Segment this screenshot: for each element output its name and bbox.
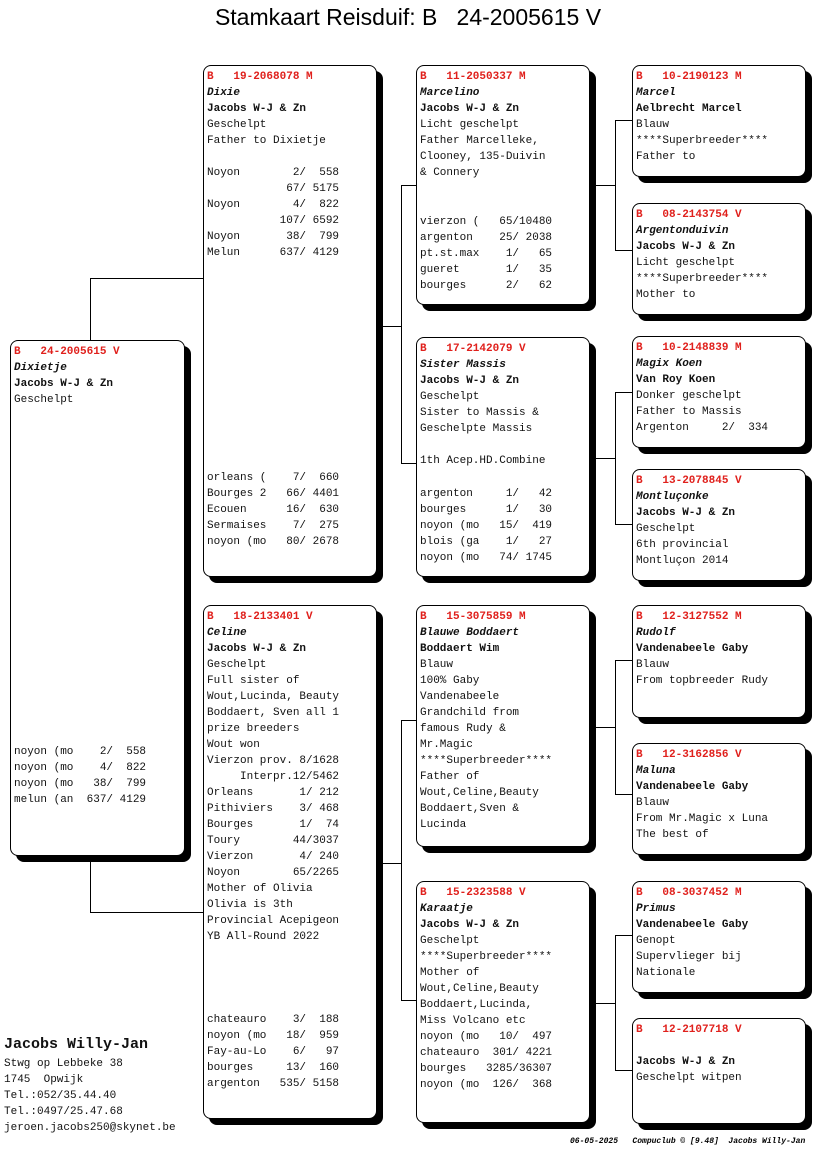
pigeon-owner: Van Roy Koen: [636, 374, 716, 386]
pigeon-owner: Aelbrecht Marcel: [636, 103, 742, 115]
ring-number: B 24-2005615 V: [14, 346, 120, 358]
info-line: Wout,Celine,Beauty: [420, 983, 539, 995]
info-line: chateauro 301/ 4221: [420, 1047, 553, 1059]
ring-number: B 15-2323588 V: [420, 887, 526, 899]
race-results: [207, 1012, 339, 1092]
race-result: noyon (mo 18/ 959: [207, 1030, 340, 1042]
info-line: Sister to Massis &: [420, 407, 539, 419]
info-line: Melun 637/ 4129: [207, 247, 340, 259]
info-line: Grandchild from: [420, 707, 520, 719]
race-result: gueret 1/ 35: [420, 264, 553, 276]
info-line: Blauw: [636, 659, 670, 671]
info-line: 6th provincial: [636, 539, 729, 551]
pigeon-owner: Vandenabeele Gaby: [636, 919, 749, 931]
info-line: YB All-Round 2022: [207, 931, 320, 943]
info-line: noyon (mo 10/ 497: [420, 1031, 553, 1043]
info-line: Wout won: [207, 739, 260, 751]
info-line: Noyon 4/ 822: [207, 199, 340, 211]
pigeon-info: [636, 255, 805, 303]
connector-line: [90, 278, 204, 279]
race-result: blois (ga 1/ 27: [420, 536, 553, 548]
info-line: Supervlieger bij: [636, 951, 742, 963]
race-result: Fay-au-Lo 6/ 97: [207, 1046, 340, 1058]
connector-line: [376, 863, 401, 864]
pigeon-name: Dixie: [207, 87, 241, 99]
connector-line: [90, 278, 91, 340]
pigeon-owner: Vandenabeele Gaby: [636, 781, 749, 793]
pigeon-name: Dixietje: [14, 362, 67, 374]
ring-number: B 12-3127552 M: [636, 611, 742, 623]
info-line: Boddaert, Sven all 1: [207, 707, 340, 719]
pigeon-card-subject[interactable]: [10, 340, 185, 856]
info-line: Argenton 2/ 334: [636, 422, 769, 434]
breeder-email[interactable]: jeroen.jacobs250@skynet.be: [4, 1122, 176, 1134]
breeder-phone: Tel.:052/35.44.40: [4, 1090, 117, 1102]
info-line: [420, 437, 589, 453]
info-line: Pithiviers 3/ 468: [207, 803, 340, 815]
pigeon-name: Celine: [207, 627, 247, 639]
info-line: ****Superbreeder****: [420, 951, 553, 963]
pigeon-info: [636, 388, 805, 436]
info-line: bourges 3285/36307: [420, 1063, 553, 1075]
pigeon-card-father-father[interactable]: [416, 65, 590, 305]
pigeon-owner: Jacobs W-J & Zn: [420, 375, 520, 387]
race-result: noyon (mo 2/ 558: [14, 746, 147, 758]
pigeon-card-mfm[interactable]: [632, 743, 806, 855]
connector-line: [401, 720, 417, 721]
pigeon-name: Marcel: [636, 87, 676, 99]
info-line: Montluçon 2014: [636, 555, 729, 567]
pigeon-name: Maluna: [636, 765, 676, 777]
info-line: Mother to: [636, 289, 696, 301]
race-result: bourges 2/ 62: [420, 280, 553, 292]
pigeon-info: [420, 389, 589, 469]
connector-line: [615, 120, 633, 121]
info-line: From Mr.Magic x Luna: [636, 813, 769, 825]
pigeon-card-mother[interactable]: [203, 605, 377, 1119]
pigeon-owner: Jacobs W-J & Zn: [420, 919, 520, 931]
info-line: ****Superbreeder****: [636, 135, 769, 147]
info-line: Geschelpt: [207, 119, 267, 131]
connector-line: [615, 660, 616, 794]
race-results: [207, 470, 339, 550]
ring-number: B 17-2142079 V: [420, 343, 526, 355]
connector-line: [90, 856, 91, 912]
info-line: Geschelpte Massis: [420, 423, 533, 435]
pigeon-name: Rudolf: [636, 627, 676, 639]
connector-line: [401, 1000, 417, 1001]
race-result: pt.st.max 1/ 65: [420, 248, 553, 260]
pigeon-info: [420, 117, 589, 181]
pigeon-card-mff[interactable]: [632, 605, 806, 718]
info-line: Bourges 1/ 74: [207, 819, 340, 831]
pigeon-owner: Jacobs W-J & Zn: [636, 1056, 736, 1068]
pigeon-name: [636, 1038, 805, 1054]
info-line: Full sister of: [207, 675, 300, 687]
info-line: Vierzon 4/ 240: [207, 851, 340, 863]
race-results: [420, 486, 552, 566]
pigeon-card-mother-father[interactable]: [416, 605, 590, 847]
pigeon-info: [636, 795, 805, 843]
info-line: 107/ 6592: [207, 215, 340, 227]
pigeon-info: [420, 657, 589, 833]
pigeon-owner: Boddaert Wim: [420, 643, 500, 655]
pigeon-owner: Jacobs W-J & Zn: [207, 103, 307, 115]
connector-line: [401, 720, 402, 1000]
pigeon-info: [636, 933, 805, 981]
info-line: From topbreeder Rudy: [636, 675, 769, 687]
pigeon-info: [636, 117, 805, 165]
ring-number: B 13-2078845 V: [636, 475, 742, 487]
info-line: Nationale: [636, 967, 696, 979]
info-line: 100% Gaby: [420, 675, 480, 687]
pigeon-card-fmm[interactable]: [632, 469, 806, 581]
ring-number: B 18-2133401 V: [207, 611, 313, 623]
info-line: noyon (mo 126/ 368: [420, 1079, 553, 1091]
connector-line: [615, 392, 633, 393]
info-line: Clooney, 135-Duivin: [420, 151, 546, 163]
pigeon-info: [636, 657, 805, 689]
race-result: noyon (mo 80/ 2678: [207, 536, 340, 548]
race-result: chateauro 3/ 188: [207, 1014, 340, 1026]
info-line: Licht geschelpt: [636, 257, 736, 269]
breeder-mobile: Tel.:0497/25.47.68: [4, 1106, 123, 1118]
connector-line: [615, 935, 616, 1070]
connector-line: [615, 1070, 633, 1071]
race-result: noyon (mo 4/ 822: [14, 762, 147, 774]
ring-number: B 12-3162856 V: [636, 749, 742, 761]
breeder-address: Stwg op Lebbeke 38: [4, 1058, 123, 1070]
pigeon-name: Montluçonke: [636, 491, 709, 503]
pigeon-name: Sister Massis: [420, 359, 506, 371]
info-line: Geschelpt witpen: [636, 1072, 742, 1084]
pigeon-name: Primus: [636, 903, 676, 915]
info-line: Boddaert,Lucinda,: [420, 999, 533, 1011]
info-line: Geschelpt: [207, 659, 267, 671]
info-line: Father of: [420, 771, 480, 783]
pigeon-owner: Jacobs W-J & Zn: [636, 241, 736, 253]
info-line: Orleans 1/ 212: [207, 787, 340, 799]
page-title: Stamkaart Reisduif: B 24-2005615 V: [214, 4, 602, 30]
race-results: [14, 744, 146, 808]
pigeon-info: [420, 933, 589, 1093]
pigeon-info: [636, 1070, 805, 1086]
info-line: Miss Volcano etc: [420, 1015, 526, 1027]
connector-line: [615, 524, 633, 525]
info-line: Father to Dixietje: [207, 135, 326, 147]
info-line: 67/ 5175: [207, 183, 340, 195]
pigeon-card-mmf[interactable]: [632, 881, 806, 993]
race-result: Bourges 2 66/ 4401: [207, 488, 340, 500]
race-result: noyon (mo 38/ 799: [14, 778, 147, 790]
info-line: Genopt: [636, 935, 676, 947]
race-results: [420, 214, 552, 294]
race-result: bourges 13/ 160: [207, 1062, 340, 1074]
connector-line: [589, 185, 615, 186]
pigeon-name: Marcelino: [420, 87, 480, 99]
info-line: Toury 44/3037: [207, 835, 340, 847]
breeder-city: 1745 Opwijk: [4, 1074, 84, 1086]
connector-line: [615, 935, 633, 936]
pigeon-info: [207, 117, 376, 261]
pigeon-name: Karaatje: [420, 903, 473, 915]
connector-line: [615, 250, 633, 251]
info-line: Lucinda: [420, 819, 467, 831]
race-result: argenton 535/ 5158: [207, 1078, 340, 1090]
pigeon-info: [207, 657, 376, 945]
info-line: Geschelpt: [14, 394, 74, 406]
info-line: Wout,Lucinda, Beauty: [207, 691, 340, 703]
breeder-name: Jacobs Willy-Jan: [4, 1036, 149, 1053]
pigeon-card-fmf[interactable]: [632, 336, 806, 448]
connector-line: [401, 185, 417, 186]
info-line: Olivia is 3th: [207, 899, 293, 911]
ring-number: B 15-3075859 M: [420, 611, 526, 623]
pigeon-card-ffm[interactable]: [632, 203, 806, 315]
info-line: Father to Massis: [636, 406, 742, 418]
info-line: Blauw: [636, 119, 670, 131]
info-line: Mr.Magic: [420, 739, 473, 751]
pigeon-card-mother-mother[interactable]: [416, 881, 590, 1123]
connector-line: [401, 185, 402, 463]
footer-credits: 06-05-2025 Compuclub © [9.48] Jacobs Willy-Jan: [570, 1137, 806, 1146]
pigeon-card-fff[interactable]: [632, 65, 806, 177]
info-line: Geschelpt: [420, 935, 480, 947]
pigeon-card-father[interactable]: [203, 65, 377, 577]
race-result: noyon (mo 15/ 419: [420, 520, 553, 532]
info-line: Mother of Olivia: [207, 883, 313, 895]
pigeon-owner: Vandenabeele Gaby: [636, 643, 749, 655]
info-line: Geschelpt: [420, 391, 480, 403]
pigeon-name: Argentonduivin: [636, 225, 729, 237]
ring-number: B 08-3037452 M: [636, 887, 742, 899]
info-line: ****Superbreeder****: [636, 273, 769, 285]
info-line: Vandenabeele: [420, 691, 500, 703]
race-result: Sermaises 7/ 275: [207, 520, 340, 532]
pigeon-owner: Jacobs W-J & Zn: [14, 378, 114, 390]
connector-line: [615, 660, 633, 661]
info-line: [207, 149, 376, 165]
info-line: Noyon 65/2265: [207, 867, 340, 879]
info-line: Wout,Celine,Beauty: [420, 787, 539, 799]
pigeon-owner: Jacobs W-J & Zn: [207, 643, 307, 655]
info-line: Father to: [636, 151, 696, 163]
info-line: The best of: [636, 829, 709, 841]
info-line: prize breeders: [207, 723, 300, 735]
connector-line: [615, 392, 616, 524]
info-line: Donker geschelpt: [636, 390, 742, 402]
info-line: 1th Acep.HD.Combine: [420, 455, 546, 467]
connector-line: [90, 912, 204, 913]
connector-line: [589, 727, 615, 728]
info-line: Interpr.12/5462: [207, 771, 340, 783]
pigeon-info: [636, 521, 805, 569]
race-result: argenton 25/ 2038: [420, 232, 553, 244]
info-line: Provincial Acepigeon: [207, 915, 340, 927]
ring-number: B 10-2190123 M: [636, 71, 742, 83]
ring-number: B 19-2068078 M: [207, 71, 313, 83]
info-line: Father Marcelleke,: [420, 135, 539, 147]
race-result: noyon (mo 74/ 1745: [420, 552, 553, 564]
info-line: Noyon 2/ 558: [207, 167, 340, 179]
race-result: melun (an 637/ 4129: [14, 794, 147, 806]
breeder-info: [4, 1034, 176, 1136]
connector-line: [376, 326, 401, 327]
pigeon-card-father-mother[interactable]: [416, 337, 590, 577]
race-result: vierzon ( 65/10480: [420, 216, 553, 228]
connector-line: [589, 1003, 615, 1004]
info-line: ****Superbreeder****: [420, 755, 553, 767]
info-line: Blauw: [420, 659, 454, 671]
race-result: orleans ( 7/ 660: [207, 472, 340, 484]
pigeon-name: Blauwe Boddaert: [420, 627, 520, 639]
race-result: Ecouen 16/ 630: [207, 504, 340, 516]
pigeon-owner: Jacobs W-J & Zn: [636, 507, 736, 519]
info-line: Boddaert,Sven &: [420, 803, 520, 815]
pigeon-name: Magix Koen: [636, 358, 703, 370]
info-line: Geschelpt: [636, 523, 696, 535]
connector-line: [401, 463, 417, 464]
race-result: bourges 1/ 30: [420, 504, 553, 516]
pigeon-info: [14, 392, 184, 408]
info-line: famous Rudy &: [420, 723, 506, 735]
ring-number: B 11-2050337 M: [420, 71, 526, 83]
connector-line: [589, 458, 615, 459]
info-line: Licht geschelpt: [420, 119, 520, 131]
ring-number: B 10-2148839 M: [636, 342, 742, 354]
info-line: Blauw: [636, 797, 670, 809]
connector-line: [615, 794, 633, 795]
race-result: argenton 1/ 42: [420, 488, 553, 500]
connector-line: [615, 120, 616, 250]
info-line: Noyon 38/ 799: [207, 231, 340, 243]
info-line: & Connery: [420, 167, 480, 179]
pigeon-owner: Jacobs W-J & Zn: [420, 103, 520, 115]
ring-number: B 12-2107718 V: [636, 1024, 742, 1036]
ring-number: B 08-2143754 V: [636, 209, 742, 221]
pigeon-card-mmm[interactable]: [632, 1018, 806, 1124]
info-line: Mother of: [420, 967, 480, 979]
info-line: Vierzon prov. 8/1628: [207, 755, 340, 767]
